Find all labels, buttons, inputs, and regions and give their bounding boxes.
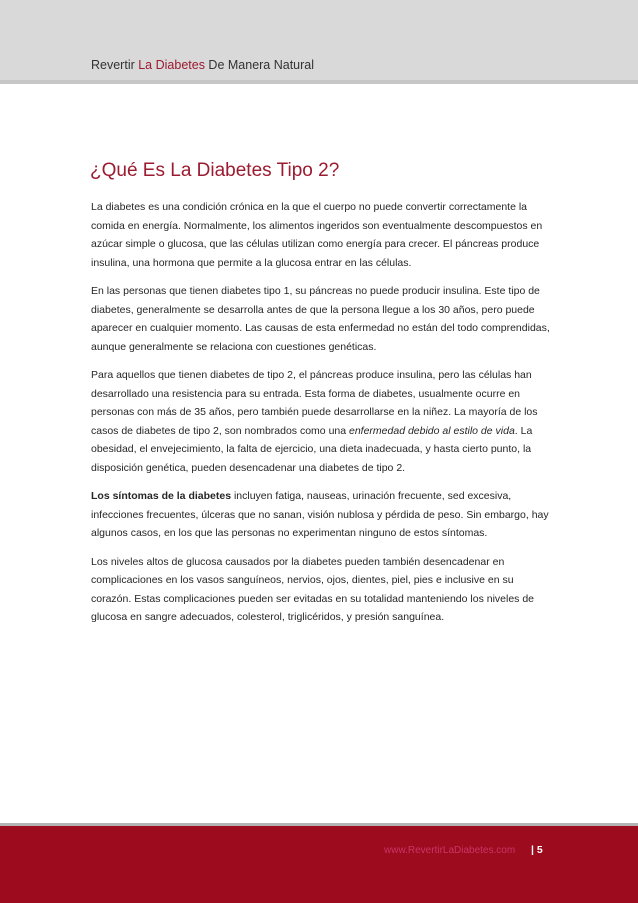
paragraph-4-rest: incluyen fatiga, nauseas, urinación frecuente, sed excesiva, infecciones frecuentes, úlceras que no sanan, visión nublosa y pérdida de peso. Sin embargo, hay algunos casos, en los que las personas no experimentan ninguno de estos síntomas. (91, 490, 549, 539)
website-link[interactable]: www.RevertirLaDiabetes.com (384, 845, 516, 856)
paragraph-4-heading: Los síntomas de la diabetes (91, 490, 232, 502)
paragraph-3 (91, 366, 551, 477)
paragraph-4 (91, 487, 551, 543)
page-footer (0, 823, 638, 903)
header-prefix: Revertir (91, 58, 139, 72)
header-accent: La Diabetes (138, 58, 205, 72)
paragraph-3-emphasis: enfermedad debido al estilo de vida (349, 424, 515, 437)
header-divider (0, 80, 638, 84)
page-title: ¿Qué Es La Diabetes Tipo 2? (90, 160, 340, 181)
paragraph-3-start: Para aquellos que tienen diabetes de tipo 2, el páncreas produce insulina, pero las células han desarrollado una resistencia para su entrada. Esta forma de diabetes, usualmente ocurre en personas con más de 35 años, pero también puede desarrollarse en la niñez. La mayoría de los casos de diabetes de tipo 2, son nombrados como una (91, 369, 538, 437)
page-number: | 5 (531, 844, 543, 856)
paragraph-2: En las personas que tienen diabetes tipo 1, su páncreas no puede producir insulina. Este tipo de diabetes, generalmente se desarrolla antes de que la persona llegue a los 30 años, pero puede aparecer en cualquier momento. Las causas de esta enfermedad no están del todo comprendidas, aunque generalmente se relaciona con cuestiones genéticas. (91, 285, 550, 353)
page-header (0, 0, 638, 84)
paragraph-1: La diabetes es una condición crónica en la que el cuerpo no puede convertir correctamente la comida en energía. Normalmente, los alimentos ingeridos son eventualmente descompuestos en azúcar simple o glucosa, que las células utilizan como energía para crecer. El páncreas produce insulina, una hormona que permite a la glucosa entrar en las células. (91, 201, 543, 269)
paragraph-5: Los niveles altos de glucosa causados por la diabetes pueden también desencadenar en complicaciones en los vasos sanguíneos, nervios, ojos, dientes, piel, pies e inclusive en su corazón. Estas complicaciones pueden ser evitadas en su totalidad manteniendo los niveles de glucosa en sangre adecuados, colesterol, triglicéridos, y presión sanguínea. (91, 555, 535, 623)
paragraph-3-end: . La obesidad, el envejecimiento, la falta de ejercicio, una dieta inadecuada, y hasta cierto punto, la disposición genética, pueden desencadenar una diabetes de tipo 2. (91, 424, 533, 474)
body-text (91, 198, 551, 637)
header-suffix: De Manera Natural (204, 58, 315, 72)
header-title (91, 58, 314, 72)
footer-divider (0, 823, 638, 826)
